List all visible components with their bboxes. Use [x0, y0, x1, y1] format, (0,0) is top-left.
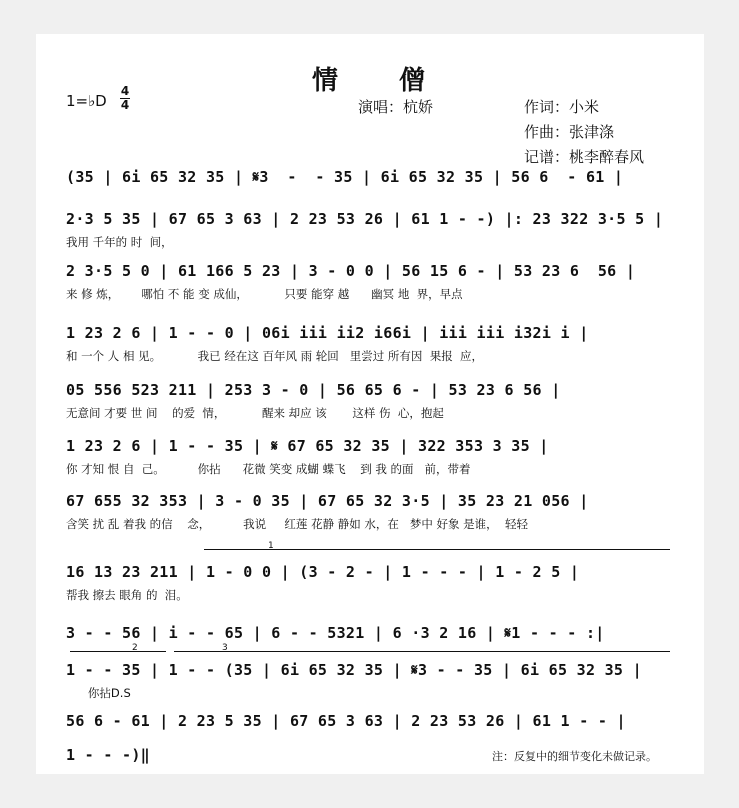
- score-line-9: 3 - - 56 | i - - 65 | 6 - - 5321 | 6 ·3 2 16 | 𝄋1 - - - :|: [66, 624, 605, 642]
- composer-credit: 作曲：张津涤: [524, 123, 615, 141]
- ending-number: 1: [268, 541, 274, 551]
- lyric-line-8: 帮我 擦去 眼角 的 泪。: [66, 588, 188, 602]
- score-line-11: 56 6 - 61 | 2 23 5 35 | 67 65 3 63 | 2 23 53 26 | 61 1 - - |: [66, 712, 626, 730]
- ending-bracket: [204, 549, 670, 550]
- ending-bracket: [70, 651, 166, 652]
- lyric-line-5: 无意间 才要 世 间 的爱 情， 醒来 却应 该 这样 伤 心，抱起: [66, 406, 444, 420]
- score-line-8: 16 13 23 211 | 1 - 0 0 | (3 - 2 - | 1 - - - | 1 - 2 5 |: [66, 563, 580, 581]
- lyric-line-3: 来 修 炼， 哪怕 不 能 变 成仙， 只要 能穿 越 幽冥 地 界，早点: [66, 287, 463, 301]
- singer-credit: 演唱：杭娇: [358, 98, 434, 116]
- score-line-6: 1 23 2 6 | 1 - - 35 | 𝄋 67 65 32 35 | 322 353 3 35 |: [66, 437, 549, 455]
- lyric-line-7: 含笑 扰 乱 着我 的信 念， 我说 红莲 花静 静如 水，在 梦中 好象 是谁， 轻轻: [66, 517, 528, 531]
- lyric-line-10: 你拈D.S: [66, 686, 131, 700]
- lyricist-credit: 作词：小米: [524, 98, 600, 116]
- time-signature: [120, 86, 130, 111]
- score-line-10: 1 - - 35 | 1 - - (35 | 6i 65 32 35 | 𝄋3 - - 35 | 6i 65 32 35 |: [66, 661, 642, 679]
- ending-number: 3: [222, 643, 228, 653]
- lyric-line-4: 和 一个 人 相 见。 我已 经在这 百年风 雨 轮回 里尝过 所有因 果报 应，: [66, 349, 484, 363]
- song-title: 情 僧: [312, 66, 452, 96]
- lyric-line-2: 我用 千年的 时 间，: [66, 235, 173, 249]
- transcriber-credit: 记谱：桃李醉春风: [524, 148, 645, 166]
- score-line-2: 2·3 5 35 | 67 65 3 63 | 2 23 53 26 | 61 1 - -) |: 23 322 3·5 5 |: [66, 210, 664, 228]
- score-line-3: 2 3·5 5 0 | 61 166 5 23 | 3 - 0 0 | 56 15 6 - | 53 23 6 56 |: [66, 262, 636, 280]
- footnote: 注：反复中的细节变化未做记录。: [492, 750, 657, 763]
- score-line-4: 1 23 2 6 | 1 - - 0 | 06i iii ii2 i66i | iii iii i32i i |: [66, 324, 589, 342]
- time-signature-top: 4: [120, 84, 130, 98]
- score-line-5: 05 556 523 211 | 253 3 - 0 | 56 65 6 - | 53 23 6 56 |: [66, 381, 561, 399]
- ending-number: 2: [132, 643, 138, 653]
- time-signature-bottom: 4: [120, 98, 130, 112]
- score-line-1: (35 | 6i 65 32 35 | 𝄋3 - - 35 | 6i 65 32 35 | 56 6 - 61 |: [66, 168, 624, 186]
- key-signature: 1=♭D: [66, 92, 107, 110]
- ending-bracket: [174, 651, 670, 652]
- lyric-line-6: 你 才知 恨 自 己。 你拈 花微 笑变 成蝴 蝶飞 到 我 的面 前，带着: [66, 462, 471, 476]
- score-line-12: 1 - - -)‖: [66, 746, 150, 764]
- score-line-7: 67 655 32 353 | 3 - 0 35 | 67 65 32 3·5 | 35 23 21 056 |: [66, 492, 589, 510]
